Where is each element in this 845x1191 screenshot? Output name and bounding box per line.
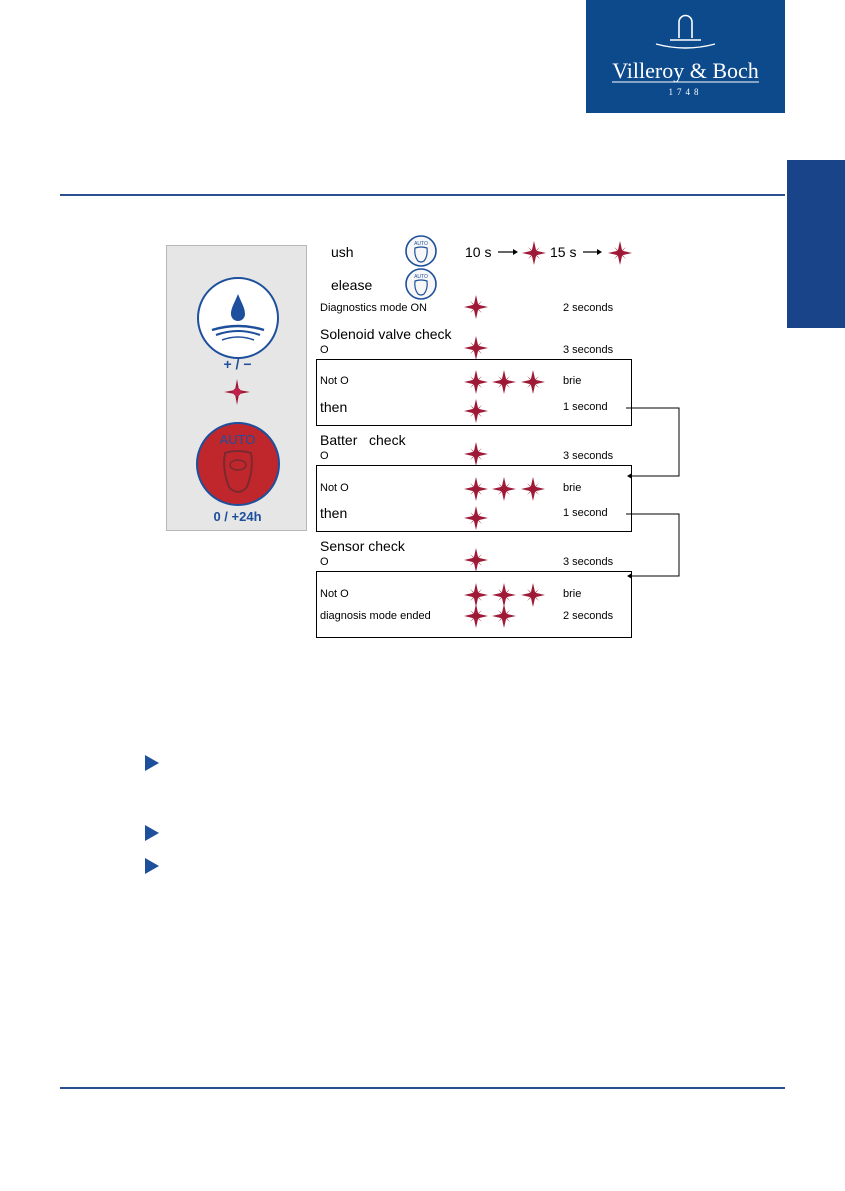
led-flash-icon xyxy=(464,442,488,466)
bullet-arrow-icon xyxy=(145,825,159,841)
solenoid-then-label: then xyxy=(320,399,348,415)
footer-rule xyxy=(60,1087,785,1089)
solenoid-notok-label: Not O xyxy=(320,375,349,387)
led-flash-icon xyxy=(608,241,632,265)
sensor-ok-label: O xyxy=(320,556,329,568)
timer-label: 0 / +24h xyxy=(213,509,262,524)
release-label: elease xyxy=(331,277,373,293)
push-time-10s: 10 s xyxy=(465,244,492,260)
push-auto-button-icon xyxy=(406,236,436,266)
solenoid-title: Solenoid valve check xyxy=(320,326,452,342)
led-flash-icon xyxy=(464,336,488,360)
sensor-ended-label: diagnosis mode ended xyxy=(320,610,431,622)
battery-ok-label: O xyxy=(320,450,329,462)
bullet-arrow-icon xyxy=(145,755,159,771)
arrow-10s-head xyxy=(513,249,518,255)
battery-ok-duration: 3 seconds xyxy=(563,450,614,462)
sensor-title: Sensor check xyxy=(320,538,405,554)
connector-solenoid-battery xyxy=(626,408,679,476)
solenoid-ok-duration: 3 seconds xyxy=(563,344,614,356)
brand-year: 1748 xyxy=(668,87,703,97)
battery-notok-label: Not O xyxy=(320,482,349,494)
battery-then-label: then xyxy=(320,505,348,521)
sensor-notok-duration: brie xyxy=(563,588,582,600)
solenoid-fault-box xyxy=(316,359,632,426)
battery-fault-box xyxy=(316,465,632,532)
flush-volume-label: + / − xyxy=(223,356,252,372)
push-label: ush xyxy=(331,244,354,260)
brand-name: Villeroy & Boch xyxy=(612,58,759,83)
led-flash-icon xyxy=(464,295,488,319)
led-flash-icon xyxy=(522,241,546,265)
battery-notok-duration: brie xyxy=(563,482,582,494)
release-auto-button-icon xyxy=(406,269,436,299)
battery-title: Batter check xyxy=(320,432,406,448)
solenoid-ok-label: O xyxy=(320,344,329,356)
solenoid-notok-duration: brie xyxy=(563,375,582,387)
sensor-ended-duration: 2 seconds xyxy=(563,610,614,622)
battery-then-duration: 1 second xyxy=(563,507,608,519)
bullet-arrow-icon xyxy=(145,858,159,874)
solenoid-then-duration: 1 second xyxy=(563,401,608,413)
diag-on-label: Diagnostics mode ON xyxy=(320,302,427,314)
auto-button-label: AUTO xyxy=(219,432,256,447)
arrow-15s-head xyxy=(597,249,602,255)
sensor-ok-duration: 3 seconds xyxy=(563,556,614,568)
led-flash-icon xyxy=(464,548,488,572)
diag-on-duration: 2 seconds xyxy=(563,302,614,314)
sensor-fault-box xyxy=(316,571,632,638)
connector-battery-sensor xyxy=(626,514,679,576)
sensor-notok-label: Not O xyxy=(320,588,349,600)
push-time-15s: 15 s xyxy=(550,244,577,260)
